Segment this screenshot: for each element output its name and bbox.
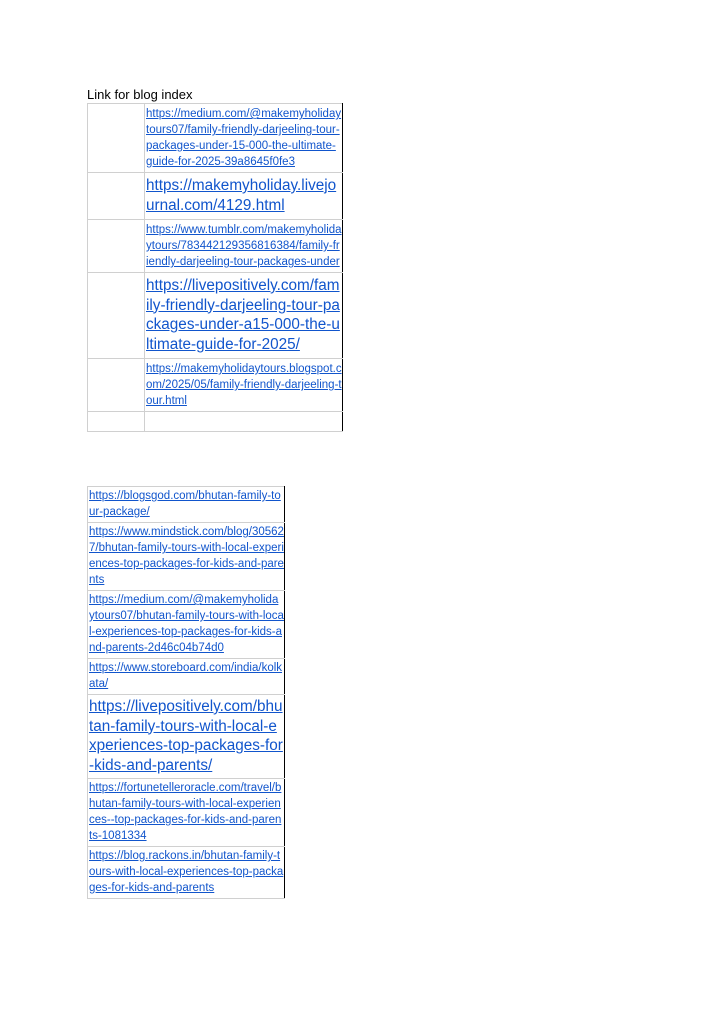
empty-cell xyxy=(88,104,145,173)
empty-cell xyxy=(88,273,145,359)
table-row xyxy=(88,591,285,659)
table-row xyxy=(88,273,343,359)
blog-link[interactable]: https://medium.com/@makemyholidaytours07/family-friendly-darjeeling-tour-packages-under-15-000-the-ultimate-guide-for-2025-39a8645f0fe3 xyxy=(146,108,342,168)
table-row xyxy=(88,695,285,779)
blog-link[interactable]: https://blogsgod.com/bhutan-family-tour-package/ xyxy=(89,490,281,518)
table-row xyxy=(88,523,285,591)
table-row xyxy=(88,104,343,173)
link-cell xyxy=(88,591,285,659)
blog-links-table-bhutan xyxy=(87,486,285,899)
blog-link[interactable]: https://livepositively.com/bhutan-family-tours-with-local-experiences-top-packages-for-kids-and-parents/ xyxy=(89,698,283,774)
blog-link[interactable]: https://makemyholidaytours.blogspot.com/2025/05/family-friendly-darjeeling-tour.html xyxy=(146,363,342,407)
link-cell xyxy=(88,847,285,899)
blog-link[interactable]: https://www.mindstick.com/blog/305627/bhutan-family-tours-with-local-experiences-top-packages-for-kids-and-parents xyxy=(89,526,284,586)
table-row xyxy=(88,220,343,273)
empty-cell xyxy=(145,412,343,432)
empty-cell xyxy=(88,173,145,220)
link-cell xyxy=(145,220,343,273)
empty-cell xyxy=(88,220,145,273)
table-row xyxy=(88,359,343,412)
blog-link[interactable]: https://livepositively.com/family-friendly-darjeeling-tour-packages-under-a15-000-the-ultimate-guide-for-2025/ xyxy=(146,277,340,353)
blog-link[interactable]: https://blog.rackons.in/bhutan-family-tours-with-local-experiences-top-packages-for-kids-and-parents xyxy=(89,850,284,894)
link-cell xyxy=(88,523,285,591)
blog-link[interactable]: https://fortunetelleroracle.com/travel/bhutan-family-tours-with-local-experiences--top-packages-for-kids-and-parents-1081334 xyxy=(89,782,282,842)
link-cell xyxy=(88,779,285,847)
link-cell xyxy=(145,359,343,412)
empty-cell xyxy=(88,359,145,412)
link-cell xyxy=(88,487,285,523)
blog-link[interactable]: https://makemyholiday.livejournal.com/4129.html xyxy=(146,177,337,214)
blog-link[interactable]: https://www.tumblr.com/makemyholidaytours/783442129356816384/family-friendly-darjeeling-tour-packages-under xyxy=(146,224,342,268)
table-row xyxy=(88,173,343,220)
table-row xyxy=(88,659,285,695)
link-cell xyxy=(88,695,285,779)
link-cell xyxy=(145,104,343,173)
table-row xyxy=(88,412,343,432)
blog-links-table-darjeeling xyxy=(87,103,343,432)
link-cell xyxy=(88,659,285,695)
blog-link[interactable]: https://www.storeboard.com/india/kolkata/ xyxy=(89,662,283,690)
table-row xyxy=(88,487,285,523)
table-row xyxy=(88,847,285,899)
blog-link[interactable]: https://medium.com/@makemyholidaytours07/bhutan-family-tours-with-local-experiences-top-packages-for-kids-and-parents-2d46c04b74d0 xyxy=(89,594,284,654)
link-cell xyxy=(145,173,343,220)
link-cell xyxy=(145,273,343,359)
page-heading: Link for blog index xyxy=(87,87,193,102)
table-row xyxy=(88,779,285,847)
empty-cell xyxy=(88,412,145,432)
